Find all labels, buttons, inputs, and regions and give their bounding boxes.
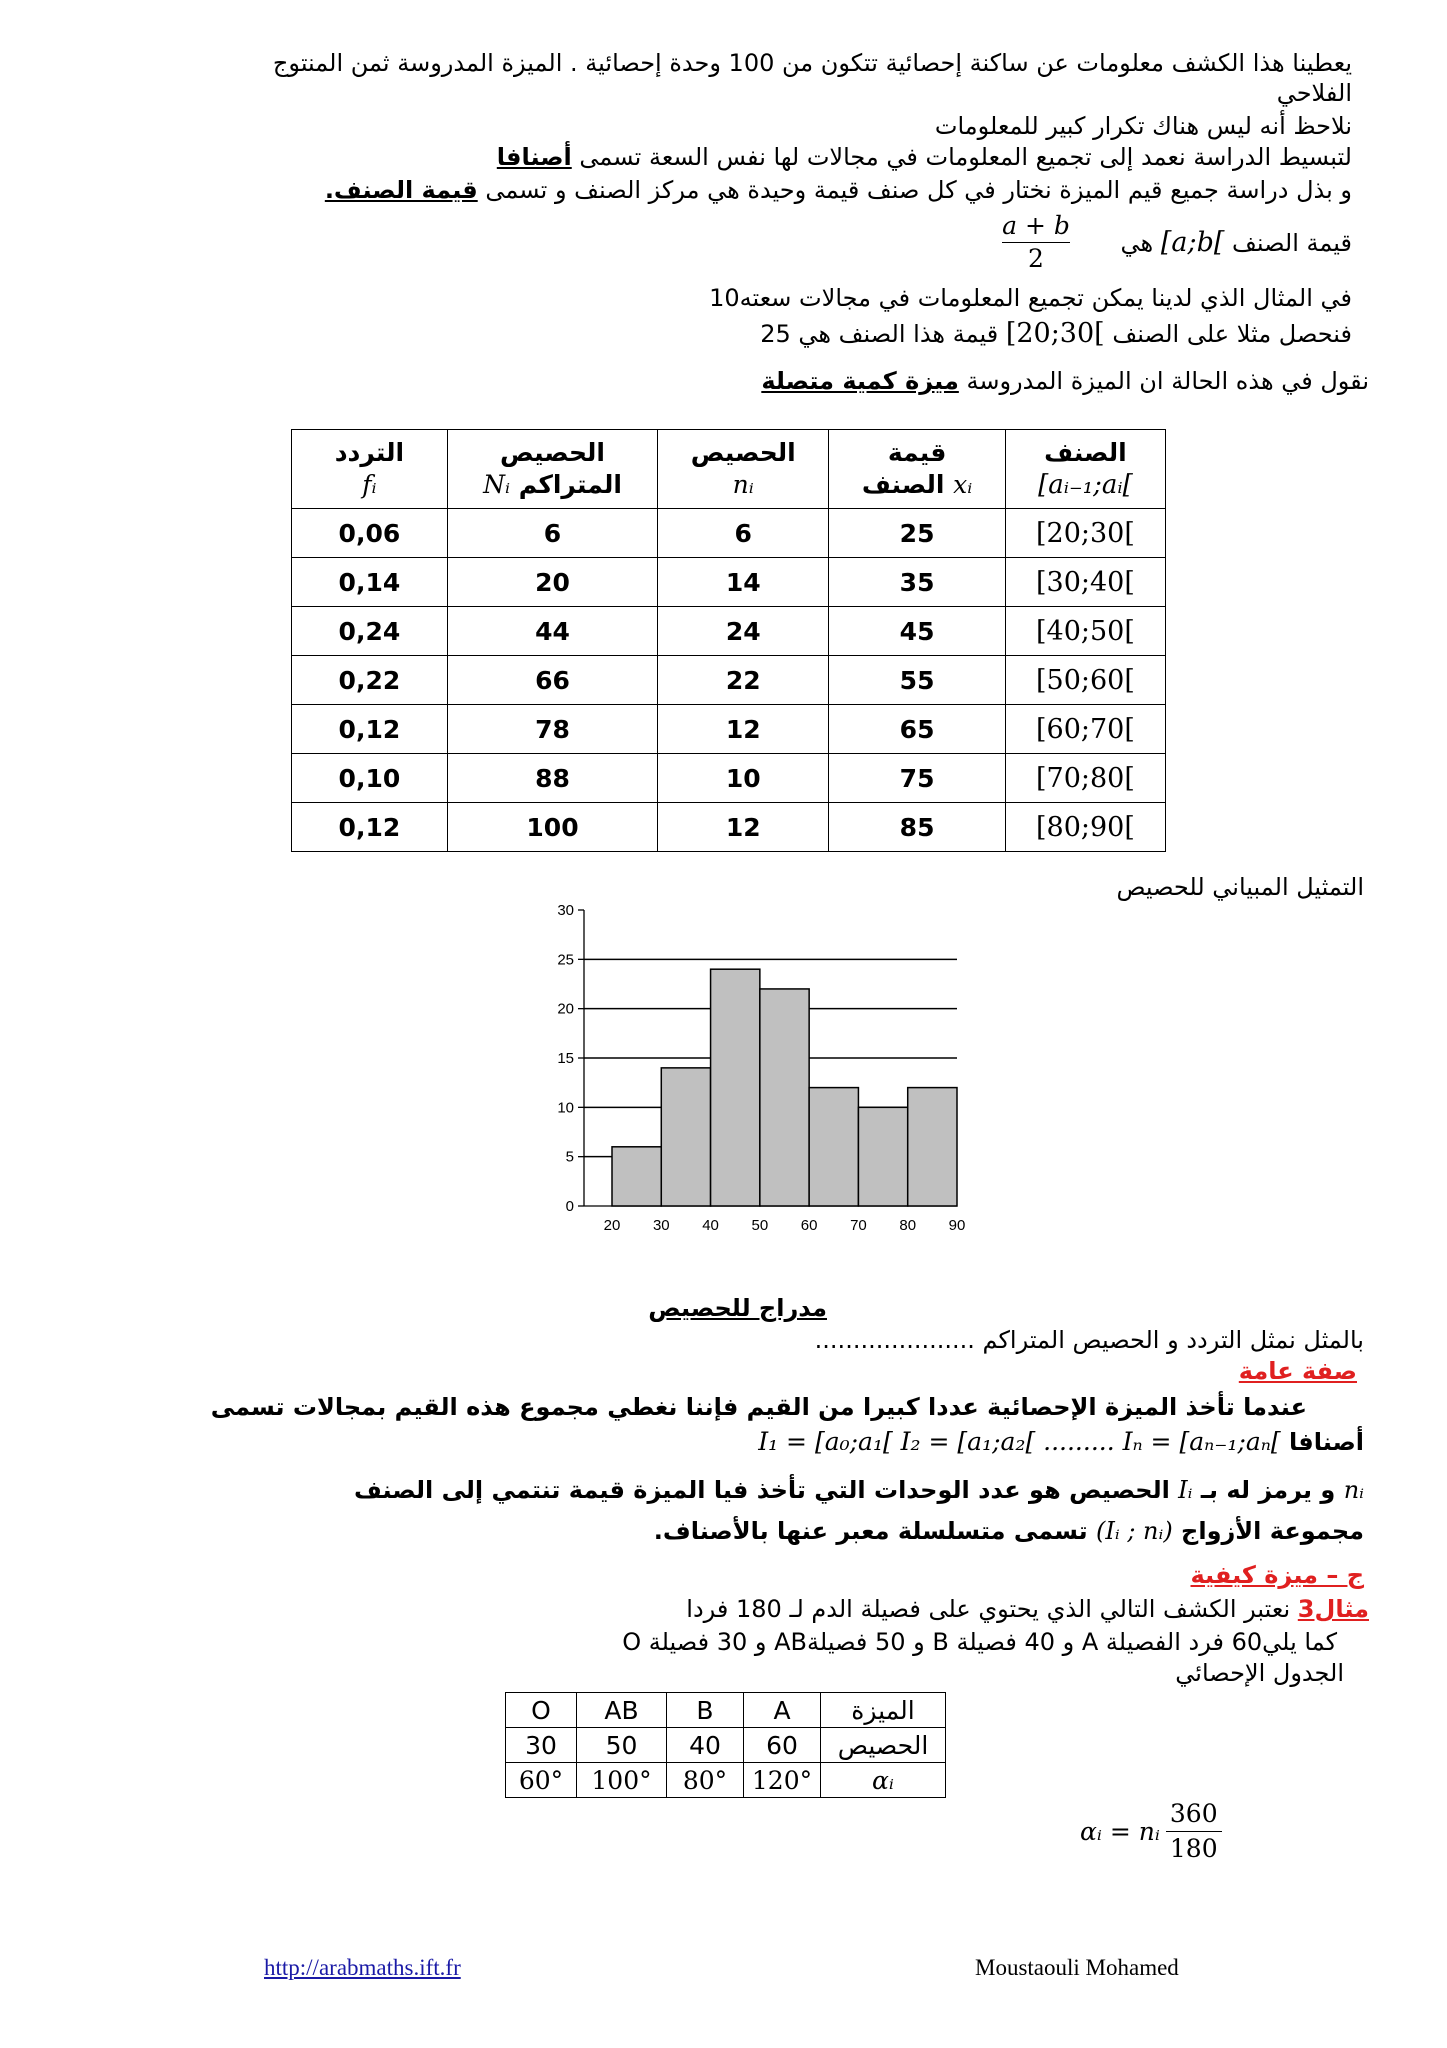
table-cell: 0,14	[292, 558, 448, 607]
histogram-bar	[661, 1068, 710, 1206]
y-tick-label: 0	[565, 1198, 574, 1215]
general-line-2-text: أصنافا	[1289, 1428, 1364, 1456]
general-line-1: عندما تأخذ الميزة الإحصائية عددا كبيرا من القيم فإننا نغطي مجموع هذه القيم بمجالات تسمى	[210, 1393, 1307, 1421]
alpha-fraction-den: 180	[1169, 1834, 1218, 1863]
general-heading-text: صفة عامة	[1238, 1357, 1357, 1385]
blood-angle-row	[506, 1763, 946, 1798]
general-line-4	[654, 1516, 1364, 1546]
x-tick-label: 80	[899, 1217, 917, 1234]
qual-cell: AB	[577, 1693, 667, 1728]
qual-cell: 120°	[744, 1763, 821, 1798]
alpha-fraction-num: 360	[1166, 1797, 1222, 1832]
table-row	[292, 803, 1166, 852]
class-value-line	[1121, 228, 1352, 258]
table-cell: 0,12	[292, 705, 448, 754]
qual-cell: 80°	[667, 1763, 744, 1798]
qual-cell: 40	[667, 1728, 744, 1763]
table-cell: 0,12	[292, 803, 448, 852]
table-cell: 25	[829, 509, 1006, 558]
table-cell: 85	[829, 803, 1006, 852]
qual-cell: 50	[577, 1728, 667, 1763]
fraction-ab-num: a + b	[1002, 210, 1070, 243]
y-tick-label: 15	[557, 1050, 574, 1067]
intro-line-8	[761, 366, 1369, 396]
alpha-fraction	[1166, 1797, 1222, 1866]
y-tick-label: 10	[557, 1099, 574, 1117]
histogram-bar	[809, 1088, 858, 1206]
example-line-1	[686, 1594, 1369, 1624]
intro-line-7a: فنحصل مثلا على الصنف	[1112, 320, 1352, 348]
header-value	[829, 430, 1006, 509]
sym-Ii: Iᵢ	[1178, 1476, 1193, 1504]
table-cell: [30;40[	[1005, 558, 1165, 607]
qual-cell: A	[744, 1693, 821, 1728]
table-cell: [70;80[	[1005, 754, 1165, 803]
histogram-bar	[908, 1088, 957, 1206]
sym-ni: nᵢ	[1343, 1476, 1364, 1504]
x-tick-label: 60	[800, 1217, 818, 1234]
intro-line-3	[497, 142, 1352, 172]
table-cell: 66	[447, 656, 657, 705]
fraction-ab	[1002, 210, 1070, 275]
x-tick-label: 70	[850, 1217, 867, 1234]
table-cell: 75	[829, 754, 1006, 803]
histogram-bar	[612, 1147, 661, 1206]
example-line-2: كما يلي60 فرد الفصيلة A و 40 فصيلة B و 50 فصيلةAB و 30 فصيلة O	[622, 1628, 1337, 1656]
y-tick-label: 5	[565, 1148, 574, 1166]
qual-cell: O	[506, 1693, 577, 1728]
table-cell: 0,22	[292, 656, 448, 705]
table-cell: 6	[447, 509, 657, 558]
frequency-table-header	[292, 430, 1166, 509]
x-tick-label: 20	[603, 1217, 621, 1234]
x-tick-label: 50	[751, 1217, 769, 1234]
table-cell: [60;70[	[1005, 705, 1165, 754]
table-cell: [40;50[	[1005, 607, 1165, 656]
x-tick-label: 30	[652, 1217, 670, 1234]
header-class-label: الصنف	[1044, 438, 1127, 467]
term-class-value: قيمة الصنف.	[324, 176, 478, 204]
header-cumulative-sym: Nᵢ	[483, 470, 510, 499]
header-cumulative-sub	[448, 469, 657, 501]
alpha-formula	[1080, 1797, 1222, 1866]
header-frequency	[292, 430, 448, 509]
histogram-bar	[711, 969, 760, 1206]
table-cell: 65	[829, 705, 1006, 754]
intro-line-6: في المثال الذي لدينا يمكن تجميع المعلومات في مجالات سعته10	[709, 284, 1352, 312]
qual-cell: αᵢ	[821, 1763, 946, 1798]
table-cell: 45	[829, 607, 1006, 656]
class-value-label: قيمة الصنف	[1232, 229, 1352, 257]
footer-author: Moustaouli Mohamed	[975, 1955, 1179, 1980]
general-line-4a: مجموعة الأزواج	[1181, 1517, 1364, 1545]
table-cell: [50;60[	[1005, 656, 1165, 705]
table-cell: 12	[658, 705, 829, 754]
qual-cell: 60°	[506, 1763, 577, 1798]
header-count	[658, 430, 829, 509]
qual-cell: الحصيص	[821, 1728, 946, 1763]
table-cell: [20;30[	[1005, 509, 1165, 558]
header-value-sym: xᵢ	[953, 470, 973, 499]
classes-formula: I₁ = [a₀;a₁[ I₂ = [a₁;a₂[ ......... Iₙ = [aₙ₋₁;aₙ[	[758, 1427, 1281, 1456]
table-cell: 24	[658, 607, 829, 656]
table-cell: 12	[658, 803, 829, 852]
header-cumulative	[447, 430, 657, 509]
general-line-3a: و يرمز له بـ	[1200, 1476, 1336, 1504]
header-count-sym: nᵢ	[732, 470, 754, 499]
qualitative-heading-text: ج – ميزة كيفية	[1190, 1561, 1364, 1589]
table-cell: 6	[658, 509, 829, 558]
table-cell: 88	[447, 754, 657, 803]
header-value-sub	[829, 469, 1005, 501]
table-cell: 14	[658, 558, 829, 607]
y-tick-label: 25	[557, 951, 574, 969]
blood-type-row	[506, 1693, 946, 1728]
histogram-title-text: مدراج للحصيص	[648, 1294, 827, 1322]
blood-type-table	[505, 1692, 946, 1798]
table-cell: [80;90[	[1005, 803, 1165, 852]
blood-count-row	[506, 1728, 946, 1763]
y-tick-label: 20	[557, 1000, 574, 1018]
qualitative-heading	[1191, 1560, 1365, 1590]
example-line-3: الجدول الإحصائي	[1175, 1659, 1344, 1687]
header-value-label2: الصنف	[861, 470, 945, 499]
intro-line-8-text: نقول في هذه الحالة ان الميزة المدروسة	[966, 367, 1369, 395]
header-frequency-label: التردد	[334, 438, 405, 467]
qual-cell: 100°	[577, 1763, 667, 1798]
header-class-sym: [aᵢ₋₁;aᵢ[	[1038, 470, 1133, 500]
class-value-is: هي	[1120, 229, 1154, 257]
x-tick-label: 90	[948, 1217, 966, 1234]
general-line-4b: تسمى متسلسلة معبر عنها بالأصناف.	[653, 1517, 1088, 1545]
general-line-3b: الحصيص هو عدد الوحدات التي تأخذ فيا الميزة قيمة تنتمي إلى الصنف	[353, 1476, 1170, 1504]
table-cell: 100	[447, 803, 657, 852]
term-continuous: ميزة كمية متصلة	[761, 367, 959, 395]
fraction-ab-den: 2	[1028, 244, 1044, 273]
table-cell: 0,24	[292, 607, 448, 656]
header-count-label: الحصيص	[690, 438, 796, 467]
similar-line: بالمثل نمثل التردد و الحصيص المتراكم .....................	[814, 1326, 1364, 1354]
histogram-title	[648, 1293, 827, 1323]
table-cell: 55	[829, 656, 1006, 705]
intro-line-4-text: و بذل دراسة جميع قيم الميزة نختار في كل صنف قيمة وحيدة هي مركز الصنف و تسمى	[485, 176, 1352, 204]
table-row	[292, 509, 1166, 558]
histogram-chart	[540, 880, 966, 1240]
general-line-3	[354, 1475, 1364, 1505]
table-row	[292, 754, 1166, 803]
table-row	[292, 656, 1166, 705]
general-line-2	[758, 1427, 1364, 1457]
qual-cell: 60	[744, 1728, 821, 1763]
example-label: مثال3	[1297, 1595, 1369, 1623]
table-row	[292, 607, 1166, 656]
table-cell: 0,10	[292, 754, 448, 803]
interval-ab: [a;b[	[1160, 227, 1225, 258]
intro-line-7	[760, 319, 1352, 349]
intro-line-2: نلاحظ أنه ليس هناك تكرار كبير للمعلومات	[934, 112, 1352, 140]
qual-cell: الميزة	[821, 1693, 946, 1728]
intro-line-1b: الفلاحي	[1276, 79, 1352, 107]
intro-line-4	[325, 175, 1352, 205]
intro-line-3-text: لتبسيط الدراسة نعمد إلى تجميع المعلومات في مجالات لها نفس السعة تسمى	[579, 143, 1352, 171]
y-tick-label: 30	[557, 902, 574, 919]
header-class	[1005, 430, 1165, 509]
footer-link[interactable]: http://arabmaths.ift.fr	[264, 1955, 461, 1980]
header-cumulative-label: الحصيص	[500, 438, 605, 467]
intro-line-1: يعطينا هذا الكشف معلومات عن ساكنة إحصائية تتكون من 100 وحدة إحصائية . الميزة المدروسة ثمن المنتوج	[272, 49, 1352, 77]
table-cell: 35	[829, 558, 1006, 607]
header-value-label: قيمة	[887, 438, 947, 467]
term-classes: أصنافا	[496, 143, 572, 171]
intro-line-7c: قيمة هذا الصنف هي 25	[760, 320, 999, 348]
header-frequency-sym: fᵢ	[362, 470, 377, 499]
table-cell: 22	[658, 656, 829, 705]
histogram-bar	[858, 1107, 907, 1206]
table-cell: 10	[658, 754, 829, 803]
frequency-table	[291, 429, 1166, 852]
alpha-formula-lhs: αᵢ = nᵢ	[1080, 1817, 1160, 1846]
example-interval: [20;30[	[1005, 318, 1105, 349]
qual-cell: 30	[506, 1728, 577, 1763]
header-cumulative-label2: المتراكم	[518, 470, 622, 499]
general-heading	[1239, 1356, 1357, 1386]
table-cell: 20	[447, 558, 657, 607]
x-tick-label: 40	[702, 1217, 719, 1234]
example-line-1-text: نعتبر الكشف التالي الذي يحتوي على فصيلة الدم لـ 180 فردا	[686, 1595, 1291, 1623]
table-row	[292, 705, 1166, 754]
table-cell: 78	[447, 705, 657, 754]
table-cell: 44	[447, 607, 657, 656]
qual-cell: B	[667, 1693, 744, 1728]
graph-caption: التمثيل المبياني للحصيص	[1116, 873, 1364, 901]
pairs-symbol: (Iᵢ ; nᵢ)	[1096, 1517, 1173, 1545]
table-row	[292, 558, 1166, 607]
histogram-bar	[760, 989, 809, 1206]
table-cell: 0,06	[292, 509, 448, 558]
